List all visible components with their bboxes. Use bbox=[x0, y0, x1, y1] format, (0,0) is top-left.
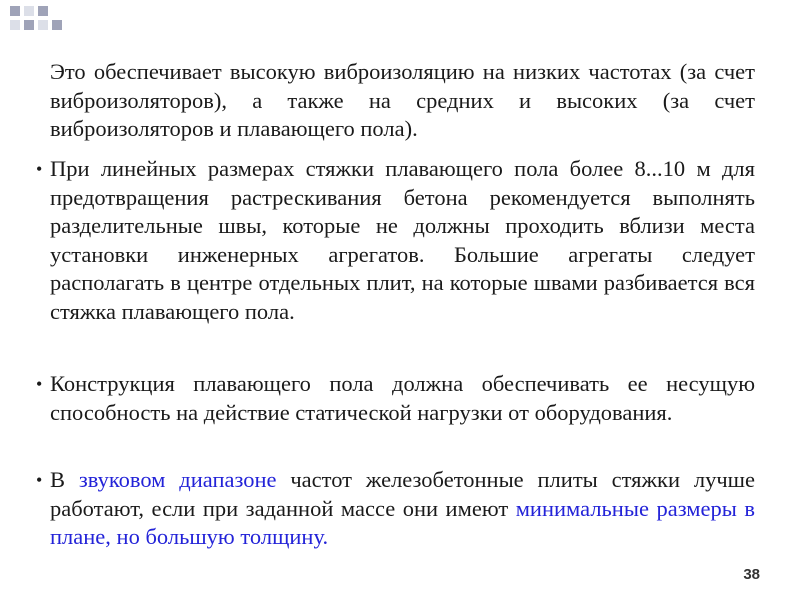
bullet-acoustic bbox=[36, 466, 756, 552]
deco-square bbox=[24, 20, 34, 30]
deco-square bbox=[10, 6, 20, 16]
bullet-icon: • bbox=[36, 374, 43, 394]
bullet-load bbox=[36, 370, 755, 427]
bullet-acoustic-text: В bbox=[50, 467, 79, 492]
bullet-joints-text: При линейных размерах стяжки плавающего пола более 8...10 м для предотвращения растрескивания бетона рекомендуется выполнять разделительные швы, которые не должны проходить вблизи места установки инженерных агрегатов. Большие агрегаты следует располагать в центре отдельных плит, на которые швами разбивается вся стяжка плавающего пола. bbox=[50, 156, 755, 324]
corner-decoration bbox=[0, 0, 80, 40]
bullet-icon: • bbox=[36, 159, 43, 179]
highlight-min-size: минимальные размеры в плане, но большую толщину. bbox=[50, 495, 756, 549]
deco-square bbox=[38, 20, 48, 30]
highlight-sound-range: звуковом диапазоне bbox=[78, 467, 277, 492]
bullet-load-text: Конструкция плавающего пола должна обеспечивать ее несущую способность на действие статической нагрузки от оборудования. bbox=[50, 371, 755, 425]
page-number: 38 bbox=[743, 566, 760, 583]
deco-square bbox=[24, 6, 34, 16]
bullet-acoustic-text: частот железобетонные плиты стяжки лучше работают, если при заданной массе они имеют bbox=[50, 467, 755, 521]
paragraph-intro bbox=[50, 58, 755, 144]
bullet-joints bbox=[36, 155, 755, 326]
deco-square bbox=[38, 6, 48, 16]
deco-square bbox=[10, 20, 20, 30]
deco-square bbox=[52, 20, 62, 30]
paragraph-intro-text: Это обеспечивает высокую виброизоляцию на низких частотах (за счет виброизоляторов), а также на средних и высоких (за счет виброизоляторов и плавающего пола). bbox=[50, 59, 755, 141]
bullet-icon: • bbox=[36, 470, 43, 490]
